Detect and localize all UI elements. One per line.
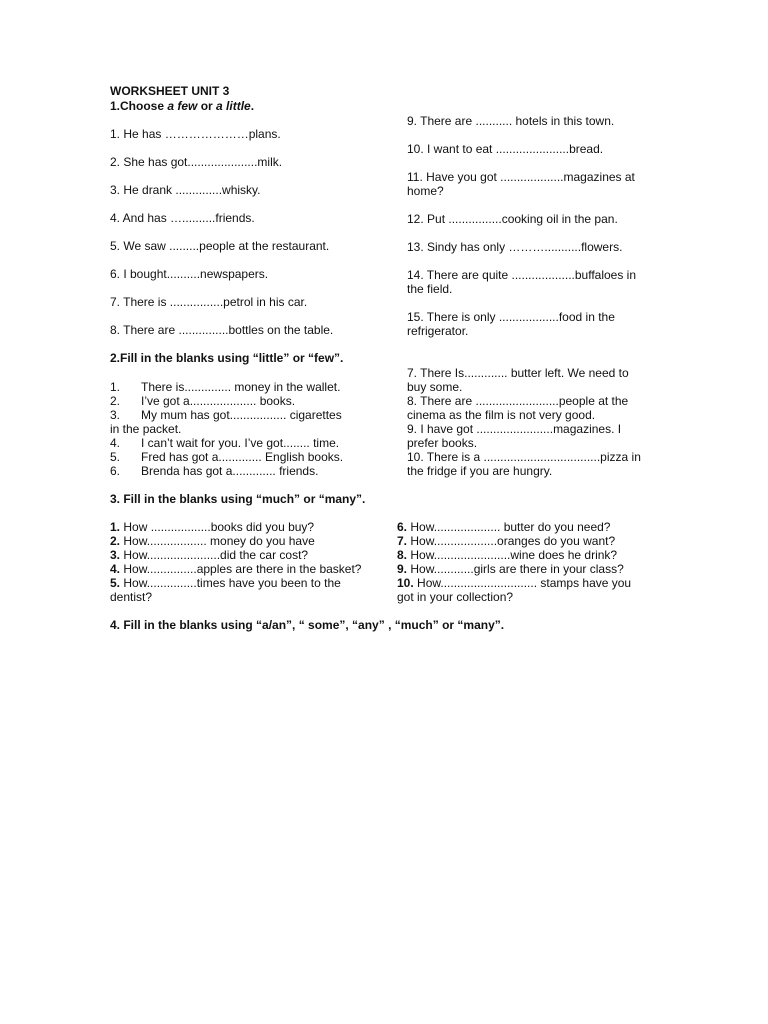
s1-item-15-line1: 15. There is only ..................food in the (407, 310, 615, 324)
s2-item-8-line2: cinema as the film is not very good. (407, 408, 596, 422)
s3-item-10 (397, 576, 631, 590)
s3-item-7-number: 7. (397, 534, 408, 548)
s2-item-6-number: 6. (110, 464, 121, 478)
s1-item-8: 8. There are ...............bottles on the table. (110, 323, 334, 337)
s1-item-9: 9. There are ........... hotels in this town. (407, 114, 615, 128)
s3-item-4 (110, 562, 361, 576)
s3-item-5-continuation: dentist? (110, 590, 153, 604)
s3-item-8 (397, 548, 617, 562)
s3-item-3-number: 3. (110, 548, 121, 562)
s1-item-2: 2. She has got.....................milk. (110, 155, 283, 169)
s3-item-10-number: 10. (397, 576, 414, 590)
s2-item-3 (110, 408, 342, 422)
s2-item-4 (110, 436, 339, 450)
s2-item-3-continuation: in the packet. (110, 422, 182, 436)
s1-item-11 (407, 170, 635, 198)
s3-item-8-number: 8. (397, 548, 408, 562)
section4-heading: 4. Fill in the blanks using “a/an”, “ some”, “any” , “much” or “many”. (110, 618, 505, 632)
s1-item-1: 1. He has …………………plans. (110, 127, 281, 141)
s2-item-5-text: Fred has got a............. English books. (141, 450, 344, 464)
s3-item-5 (110, 576, 341, 590)
section1-heading (110, 99, 254, 113)
s1-item-15 (407, 310, 615, 338)
s1-item-11-line1: 11. Have you got ...................magazines at (407, 170, 635, 184)
s3-item-9-text: How............girls are there in your class? (407, 562, 624, 576)
s1-item-12: 12. Put ................cooking oil in the pan. (407, 212, 618, 226)
s2-item-6-text: Brenda has got a............. friends. (141, 464, 319, 478)
section1-heading-option-a-few: a few (167, 99, 198, 113)
section3-heading: 3. Fill in the blanks using “much” or “many”. (110, 492, 366, 506)
s1-item-14 (407, 268, 636, 296)
s1-item-5: 5. We saw .........people at the restaurant. (110, 239, 330, 253)
worksheet-title: WORKSHEET UNIT 3 (110, 84, 230, 98)
s1-item-11-line2: home? (407, 184, 444, 198)
s3-item-5-text: How...............times have you been to the (120, 576, 341, 590)
s1-item-15-line2: refrigerator. (407, 324, 469, 338)
s2-item-10-line2: the fridge if you are hungry. (407, 464, 553, 478)
s3-item-2 (110, 534, 315, 548)
s3-item-1-number: 1. (110, 520, 121, 534)
s2-item-5-number: 5. (110, 450, 121, 464)
s2-item-7-line1: 7. There Is............. butter left. We need to (407, 366, 629, 380)
s3-item-8-text: How.......................wine does he drink? (407, 548, 618, 562)
s2-item-4-number: 4. (110, 436, 121, 450)
s2-item-3-text: My mum has got................. cigarettes (141, 408, 342, 422)
section1-heading-option-a-little: a little (216, 99, 251, 113)
s3-item-5-number: 5. (110, 576, 121, 590)
section1-heading-prefix: 1.Choose (110, 99, 168, 113)
s3-item-4-number: 4. (110, 562, 121, 576)
s2-item-10-line1: 10. There is a ...................................pizza in (407, 450, 641, 464)
s3-item-2-text: How.................. money do you have (120, 534, 315, 548)
s2-item-5 (110, 450, 343, 464)
s3-item-6-number: 6. (397, 520, 408, 534)
s2-item-2-number: 2. (110, 394, 121, 408)
s3-item-3-text: How......................did the car cost? (120, 548, 309, 562)
s3-item-4-text: How...............apples are there in the basket? (120, 562, 362, 576)
s3-item-6 (397, 520, 610, 534)
s2-right-column (407, 366, 641, 478)
s1-item-13: 13. Sindy has only ………...........flowers. (407, 240, 623, 254)
section1-heading-or: or (197, 99, 217, 113)
s2-item-4-text: I can’t wait for you. I’ve got........ time. (141, 436, 340, 450)
s2-item-1 (110, 380, 340, 394)
s1-item-7: 7. There is ................petrol in his car. (110, 295, 308, 309)
s3-item-3 (110, 548, 308, 562)
s1-item-4: 4. And has …..........friends. (110, 211, 255, 225)
s2-item-9-line2: prefer books. (407, 436, 478, 450)
s2-item-2 (110, 394, 295, 408)
s2-item-6 (110, 464, 318, 478)
s3-item-6-text: How.................... butter do you need? (407, 520, 611, 534)
s3-item-9 (397, 562, 624, 576)
s3-item-9-number: 9. (397, 562, 408, 576)
s1-item-6: 6. I bought..........newspapers. (110, 267, 269, 281)
s1-item-14-line2: the field. (407, 282, 453, 296)
s3-item-7-text: How...................oranges do you want? (407, 534, 616, 548)
s1-item-10: 10. I want to eat ......................bread. (407, 142, 604, 156)
section1-heading-end: . (250, 99, 255, 113)
s3-item-1-text: How ..................books did you buy? (120, 520, 315, 534)
s1-item-14-line1: 14. There are quite ...................buffaloes in (407, 268, 637, 282)
s2-item-2-text: I’ve got a.................... books. (141, 394, 296, 408)
s2-item-1-text: There is.............. money in the wallet. (141, 380, 341, 394)
s2-item-3-number: 3. (110, 408, 121, 422)
section2-heading: 2.Fill in the blanks using “little” or “few”. (110, 351, 344, 365)
s2-item-9-line1: 9. I have got .......................magazines. I (407, 422, 622, 436)
s1-item-3: 3. He drank ..............whisky. (110, 183, 261, 197)
s3-item-10-continuation: got in your collection? (397, 590, 514, 604)
s3-item-7 (397, 534, 615, 548)
s2-item-7-line2: buy some. (407, 380, 463, 394)
s3-item-10-text: How............................. stamps have you (413, 576, 632, 590)
s3-item-1 (110, 520, 314, 534)
s2-item-8-line1: 8. There are .........................people at the (407, 394, 629, 408)
s2-item-1-number: 1. (110, 380, 121, 394)
s3-item-2-number: 2. (110, 534, 121, 548)
